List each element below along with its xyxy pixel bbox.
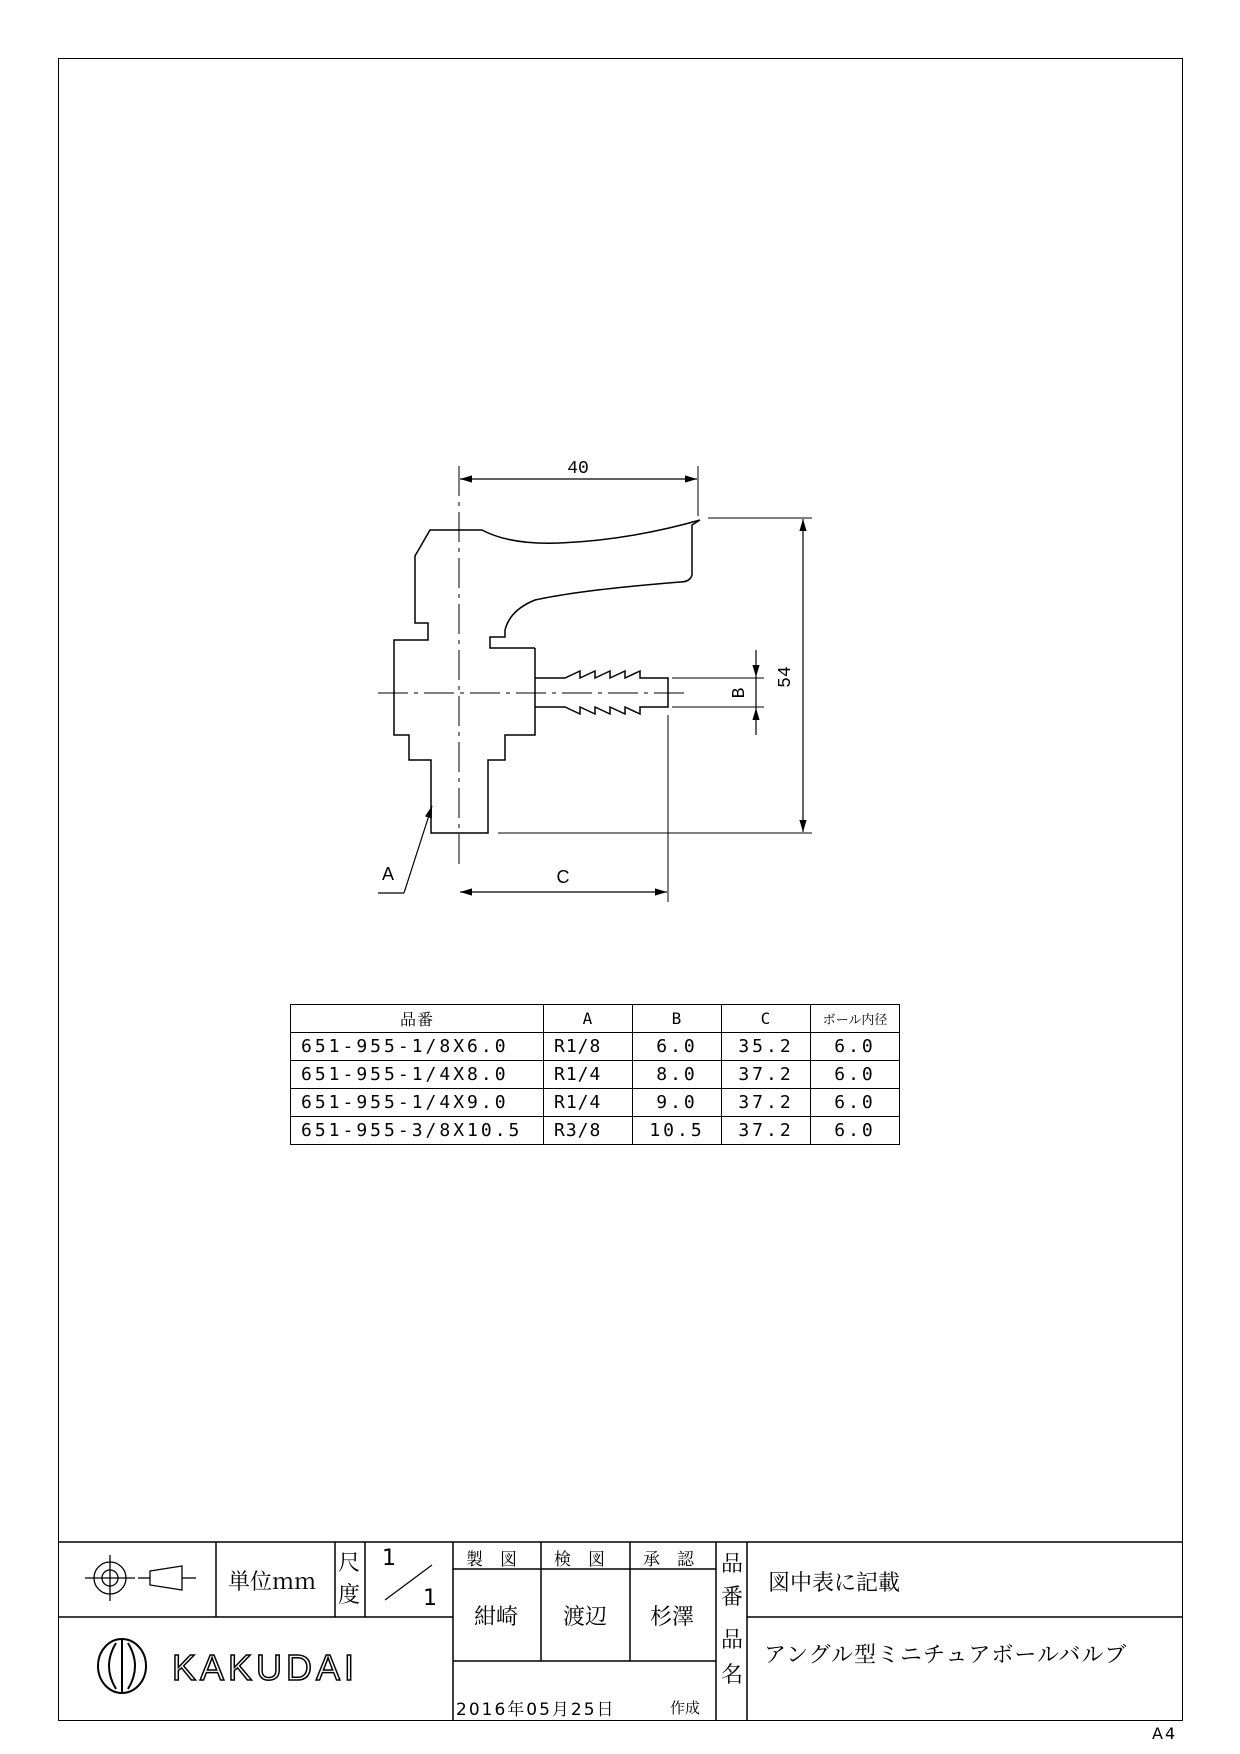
valve-outline: [394, 520, 700, 833]
col-b: B: [633, 1005, 722, 1033]
cell-ball-id: 6.0: [811, 1117, 900, 1145]
table-row: [291, 1089, 900, 1117]
drawn-by: 紺崎: [474, 1605, 519, 1630]
cell-a: R1/4: [544, 1061, 633, 1089]
part-no-label-1: 品: [721, 1552, 744, 1577]
cell-c: 35.2: [722, 1033, 811, 1061]
cell-a: R3/8: [544, 1117, 633, 1145]
spec-table: [290, 1004, 900, 1145]
dim-a-label: A: [381, 864, 395, 884]
cell-b: 6.0: [633, 1033, 722, 1061]
dim-b-label: B: [730, 687, 750, 699]
approved-label: 承 認: [643, 1550, 694, 1570]
unit-label: 単位ｍｍ: [228, 1570, 317, 1595]
part-no-label-2: 番: [721, 1585, 744, 1610]
part-no-value: 図中表に記載: [768, 1571, 901, 1596]
projection-symbol: [85, 1555, 196, 1601]
col-ball-id: ボール内径: [811, 1005, 900, 1033]
center-lines: [378, 466, 690, 870]
col-c: C: [722, 1005, 811, 1033]
kakudai-logo-icon: [98, 1639, 146, 1693]
checked-by: 渡辺: [563, 1605, 608, 1630]
col-part-no: 品番: [291, 1005, 544, 1033]
cell-c: 37.2: [722, 1061, 811, 1089]
table-row: [291, 1033, 900, 1061]
scale-numerator: 1: [382, 1546, 396, 1571]
cell-part-no: 651-955-1/4X8.0: [291, 1061, 544, 1089]
dim-54-label: 54: [776, 666, 796, 688]
drawn-label: 製 図: [466, 1550, 517, 1570]
cell-part-no: 651-955-3/8X10.5: [291, 1117, 544, 1145]
scale-label-bottom: 度: [338, 1583, 361, 1608]
cell-b: 8.0: [633, 1061, 722, 1089]
cell-ball-id: 6.0: [811, 1089, 900, 1117]
sheet-size: A4: [1152, 1724, 1178, 1743]
created-date: 2016年05月25日: [456, 1700, 616, 1720]
table-row: [291, 1117, 900, 1145]
cell-b: 9.0: [633, 1089, 722, 1117]
title-block-grid: [58, 1542, 1183, 1721]
checked-label: 検 図: [554, 1550, 605, 1570]
cell-part-no: 651-955-1/8X6.0: [291, 1033, 544, 1061]
scale-denominator: 1: [423, 1586, 437, 1611]
cell-ball-id: 6.0: [811, 1033, 900, 1061]
part-name-label-1: 品: [721, 1628, 744, 1653]
cell-c: 37.2: [722, 1089, 811, 1117]
part-name-value: アングル型ミニチュアボールバルブ: [764, 1643, 1128, 1668]
dim-c-label: C: [556, 867, 570, 887]
created-label: 作成: [670, 1699, 701, 1717]
cell-a: R1/4: [544, 1089, 633, 1117]
cell-c: 37.2: [722, 1117, 811, 1145]
cell-part-no: 651-955-1/4X9.0: [291, 1089, 544, 1117]
part-name-label-2: 名: [721, 1663, 744, 1688]
cell-b: 10.5: [633, 1117, 722, 1145]
cell-ball-id: 6.0: [811, 1061, 900, 1089]
spec-table-header: [291, 1005, 900, 1033]
col-a: A: [544, 1005, 633, 1033]
dim-40-label: 40: [567, 459, 589, 479]
brand-wordmark: KAKUDAI: [172, 1647, 359, 1688]
scale-label-top: 尺: [338, 1551, 361, 1576]
cell-a: R1/8: [544, 1033, 633, 1061]
approved-by: 杉澤: [650, 1605, 695, 1630]
table-row: [291, 1061, 900, 1089]
